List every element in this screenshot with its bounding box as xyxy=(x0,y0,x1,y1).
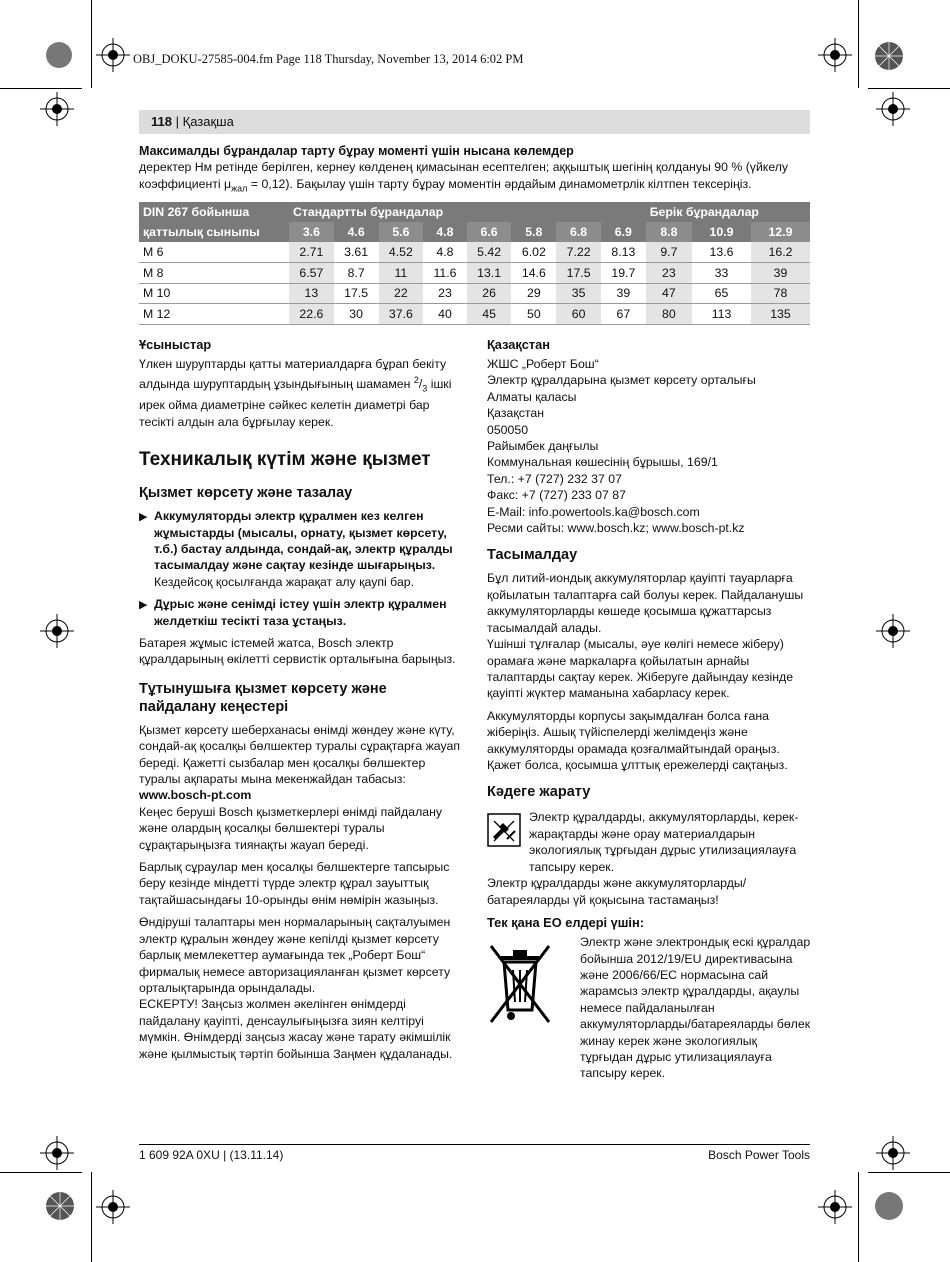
address-block xyxy=(487,356,812,536)
registration-target-icon xyxy=(40,614,74,648)
crop-line xyxy=(858,0,859,88)
size-cell: M 6 xyxy=(139,242,289,263)
address-line: Факс: +7 (727) 233 07 87 xyxy=(487,488,626,503)
service-text-part: Қызмет көрсету шеберханасы өнімді жөндеу және күту, сондай-ақ қосалқы бөлшектер туралы сұрақтарға жауап береді. Қажетті сызбалар мен қосалқы бөлшектер туралы ақпараты мына мекенжайдан табасыз: xyxy=(139,722,461,787)
table-cell: 2.71 xyxy=(289,242,334,263)
torque-description-part: = 0,12). Бақылау үшін тарту бұрау моментін әрдайым динамометрлік кілтпен тексеріңіз. xyxy=(247,176,752,191)
service-order-text: Барлық сұраулар мен қосалқы бөлшектерге тапсырыс беру кезінде міндетті түрде электр құрал зауыттық тақтайшасындағы 10-орынды өнім нөмірін жазыңыз. xyxy=(139,860,450,907)
table-cell: 113 xyxy=(692,304,751,325)
starburst-mark-icon xyxy=(44,1190,76,1222)
torque-description-part: деректер Нм ретінде берілген, кернеу көлденең қимасынан есептелген; аққыштық шегінің қолдануы 90 % (үйкелу коэффициенті μ xyxy=(139,160,789,191)
bullet-keep-vents-clean xyxy=(139,596,464,629)
service-warranty-text xyxy=(139,914,464,1062)
address-line: Райымбек даңғылы xyxy=(487,439,599,454)
table-cell: 8.7 xyxy=(334,263,379,284)
table-row xyxy=(139,263,810,284)
table-cell: 22 xyxy=(379,283,424,304)
registration-target-icon xyxy=(876,92,910,126)
transport-text: Аккумуляторды корпусы зақымдалған болса ғана жіберіңіз. Ашық түйіспелерді желімдеңіз және аккумуляторды орамада қозғалмайтындай ораңыз. Қажет болса, қосымша ұлттық ережелерді сақтаңыз. xyxy=(487,708,788,772)
file-header: OBJ_DOKU-27585-004.fm Page 118 Thursday, November 13, 2014 6:02 PM xyxy=(133,52,524,66)
table-cell: 47 xyxy=(646,283,692,304)
grade-header: 10.9 xyxy=(692,222,751,242)
maintenance-heading: Техникалық күтім және қызмет xyxy=(139,449,431,471)
right-column xyxy=(487,336,812,1088)
table-cell: 30 xyxy=(334,304,379,325)
bullet-text: Кездейсоқ қосылғанда жарақат алу қаупі бар. xyxy=(154,574,415,589)
tips-text-part: Үлкен шуруптарды қатты материалдарға бұрап бекіту алдында шуруптардың ұзындығының шамамен xyxy=(139,357,447,392)
service-text xyxy=(139,722,464,853)
bullet-arrow-icon: ▶ xyxy=(139,511,148,524)
grade-header: 6.8 xyxy=(556,222,601,242)
table-row xyxy=(139,304,810,325)
table-row xyxy=(139,283,810,304)
torque-intro xyxy=(139,143,814,197)
grade-header: 4.6 xyxy=(334,222,379,242)
service-url: www.bosch-pt.com xyxy=(139,788,252,803)
table-cell: 23 xyxy=(423,283,466,304)
table-cell: 23 xyxy=(646,263,692,284)
table-cell: 14.6 xyxy=(511,263,556,284)
crop-line xyxy=(91,1172,92,1262)
disposal-heading: Кәдеге жарату xyxy=(487,784,591,801)
table-row xyxy=(139,242,810,263)
table-cell: 67 xyxy=(601,304,646,325)
table-cell: 60 xyxy=(556,304,601,325)
disposal-row xyxy=(487,809,812,875)
transport-text: Үшінші тұлғалар (мысалы, әуе көлігі немесе жіберу) орамаға және маркаларға қойылатын арнайы талаптарды сақтау керек. Жіберуге дайындау кезінде қауіпті жүктер маманына хабарласу керек. xyxy=(487,637,794,701)
table-cell: 7.22 xyxy=(556,242,601,263)
size-cell: M 12 xyxy=(139,304,289,325)
disposal-household-text: Электр құралдарды және аккумуляторларды/батареяларды үй қоқысына тастамаңыз! xyxy=(487,876,747,907)
battery-failure-text: Батарея жұмыс істемей жатса, Bosch электр құралдарының өкілетті сервистік орталығына барыңыз. xyxy=(139,636,456,667)
header-standard: Стандартты бұрандалар xyxy=(289,202,646,222)
size-cell: M 10 xyxy=(139,283,289,304)
fraction-numerator: 2 xyxy=(413,375,419,386)
header-class-line2: қаттылық сыныпы xyxy=(139,222,289,242)
table-grade-row xyxy=(139,222,810,242)
service-text-part: Кеңес беруші Bosch қызметкерлері өнімді пайдалану және олардың қосалқы бөлшектері туралы сұрақтарыңызға тиянақты жауап береді. xyxy=(139,804,443,852)
table-cell: 8.13 xyxy=(601,242,646,263)
grade-header: 3.6 xyxy=(289,222,334,242)
table-cell: 6.02 xyxy=(511,242,556,263)
left-column xyxy=(139,336,464,1068)
bullet-remove-battery xyxy=(139,508,464,590)
tips-heading: Ұсыныстар xyxy=(139,337,212,352)
registration-target-icon xyxy=(40,92,74,126)
table-cell: 11 xyxy=(379,263,424,284)
crop-line xyxy=(868,1172,950,1173)
service-heading: Тұтынушыға қызмет көрсету және пайдалану кеңестері xyxy=(139,680,387,715)
bullet-text-bold: Аккумуляторды электр құралмен кез келген жұмыстарды (мысалы, орнату, қызмет көрсету, т.б.) бастау алдында, сондай-ақ, электр құралды тасымалдау және сақтау кезінде шығарыңыз. xyxy=(154,509,453,573)
table-cell: 4.52 xyxy=(379,242,424,263)
registration-target-icon xyxy=(876,614,910,648)
table-cell: 50 xyxy=(511,304,556,325)
address-line: Ресми сайты: www.bosch.kz; www.bosch-pt.kz xyxy=(487,521,745,536)
table-cell: 5.42 xyxy=(467,242,512,263)
footer-doc-number: 1 609 92A 0XU | (13.11.14) xyxy=(139,1148,284,1162)
grade-header: 5.8 xyxy=(511,222,556,242)
disposal-text: Электр құралдарды, аккумуляторларды, керек-жарақтарды және орау материалдарын экологиялық тұрғыдан дұрыс утилизациялауға тапсыру керек. xyxy=(529,810,799,874)
grade-header: 5.6 xyxy=(379,222,424,242)
table-cell: 17.5 xyxy=(556,263,601,284)
eu-row xyxy=(487,934,812,1082)
registration-target-icon xyxy=(40,1136,74,1170)
address-line: ЖШС „Роберт Бош“ xyxy=(487,357,599,371)
transport-heading: Тасымалдау xyxy=(487,547,578,564)
address-line: Алматы қаласы xyxy=(487,389,577,404)
table-cell: 78 xyxy=(751,283,810,304)
torque-description xyxy=(139,159,814,196)
torque-table xyxy=(139,202,810,325)
address-line: Коммунальная көшесінің бұрышы, 169/1 xyxy=(487,455,718,470)
table-cell: 39 xyxy=(751,263,810,284)
crop-line xyxy=(0,88,82,89)
bullet-arrow-icon: ▶ xyxy=(139,599,148,612)
table-cell: 17.5 xyxy=(334,283,379,304)
table-cell: 40 xyxy=(423,304,466,325)
table-cell: 6.57 xyxy=(289,263,334,284)
table-cell: 35 xyxy=(556,283,601,304)
table-cell: 3.61 xyxy=(334,242,379,263)
table-cell: 29 xyxy=(511,283,556,304)
crop-line xyxy=(91,0,92,88)
address-line: E-Mail: info.powertools.ka@bosch.com xyxy=(487,504,700,519)
table-cell: 45 xyxy=(467,304,512,325)
table-header-row xyxy=(139,202,810,222)
table-cell: 65 xyxy=(692,283,751,304)
recycle-tool-icon xyxy=(487,813,521,847)
page-header xyxy=(139,110,810,134)
table-body xyxy=(139,242,810,324)
crossed-bin-icon xyxy=(487,938,553,1026)
registration-target-icon xyxy=(876,1136,910,1170)
page-header-separator: | xyxy=(175,114,179,129)
registration-mark-icon xyxy=(44,40,74,70)
table-cell: 22.6 xyxy=(289,304,334,325)
header-class-line1: DIN 267 бойынша xyxy=(139,202,289,222)
crop-line xyxy=(868,88,950,89)
crop-line xyxy=(0,1172,82,1173)
registration-target-icon xyxy=(818,1190,852,1224)
starburst-mark-icon xyxy=(873,40,905,72)
address-line: Электр құралдарына қызмет көрсету орталығы xyxy=(487,373,756,388)
grade-header: 6.6 xyxy=(467,222,512,242)
grade-header: 6.9 xyxy=(601,222,646,242)
address-line: Тел.: +7 (727) 232 37 07 xyxy=(487,471,622,486)
table-cell: 11.6 xyxy=(423,263,466,284)
crop-line xyxy=(858,1172,859,1262)
mu-subscript: жал xyxy=(231,183,248,194)
table-cell: 80 xyxy=(646,304,692,325)
footer-rule xyxy=(139,1144,810,1145)
table-cell: 16.2 xyxy=(751,242,810,263)
header-strong: Берік бұрандалар xyxy=(646,202,810,222)
table-cell: 13 xyxy=(289,283,334,304)
service-warning: ЕСКЕРТУ! Заңсыз жолмен әкелінген өнімдерді пайдалану қауіпті, денсаулығыңызға зиян келтіруі мүмкін. Өнімдерді заңсыз жасау және тарату әкімшілік және қылмыстық тәртіп бойынша Заңмен құдаланады. xyxy=(139,997,453,1061)
registration-target-icon xyxy=(818,38,852,72)
service-text-part: Өндіруші талаптары мен нормаларының сақталуымен электр құралын жөндеу және кепілді қызмет көрсету барлық мемлекеттер аумағында тек „Роберт Бош“ фирмалық немесе авторизацияланған қызмет көрсету орталықтарында орындалады. xyxy=(139,915,451,995)
table-cell: 26 xyxy=(467,283,512,304)
table-cell: 13.1 xyxy=(467,263,512,284)
eu-text: Электр және электрондық ескі құралдар бойынша 2012/19/EU директивасына және 2006/66/EC нормасына сай жарамсыз электр құралдарды, ақаулы немесе пайдаланылған аккумуляторларды/батареяларды бөлек жинау керек және экологиялық тұрғыдан дұрыс утилизациялауға тапсыру керек. xyxy=(580,935,811,1081)
grade-header: 8.8 xyxy=(646,222,692,242)
kazakhstan-heading: Қазақстан xyxy=(487,337,551,352)
size-cell: M 8 xyxy=(139,263,289,284)
registration-mark-icon xyxy=(873,1190,905,1222)
table-cell: 9.7 xyxy=(646,242,692,263)
torque-heading: Максималды бұрандалар тарту бұрау моменті үшін нысана көлемдер xyxy=(139,144,574,158)
table-cell: 19.7 xyxy=(601,263,646,284)
address-line: Қазақстан xyxy=(487,406,544,421)
transport-text: Бұл литий-иондық аккумуляторлар қауіпті тауарларға қойылатын талаптарға сай болуы керек. Пайдаланушы аккумуляторларды көшеде қосымша құжаттарсыз тасымалдай алады. xyxy=(487,571,804,635)
table-cell: 135 xyxy=(751,304,810,325)
eu-heading: Тек қана ЕО елдері үшін: xyxy=(487,915,644,931)
table-cell: 37.6 xyxy=(379,304,424,325)
table-cell: 39 xyxy=(601,283,646,304)
page-number: 118 xyxy=(151,114,172,129)
table-cell: 33 xyxy=(692,263,751,284)
registration-target-icon xyxy=(96,38,130,72)
grade-header: 4.8 xyxy=(423,222,466,242)
page-language: Қазақша xyxy=(182,114,234,129)
tips-text-part: ішкі ирек ойма диаметріне сәйкес келетін диаметрі бар тесікті алдын ала бұрғылау керек. xyxy=(139,377,452,429)
cleaning-heading: Қызмет көрсету және тазалау xyxy=(139,485,353,502)
table-cell: 4.8 xyxy=(423,242,466,263)
tips-text: Үлкен шуруптарды қатты материалдарға бұрап бекіту алдында шуруптардың ұзындығының шамамен $^2/_3$ ішкі ирек ойма диаметріне сәйкес келетін диаметрі бар тесікті алдын ала бұрғылау керек. xyxy=(139,357,452,429)
table-cell: 13.6 xyxy=(692,242,751,263)
registration-target-icon xyxy=(96,1190,130,1224)
bullet-text-bold: Дұрыс және сенімді істеу үшін электр құралмен желдеткіш тесікті таза ұстаңыз. xyxy=(154,597,447,628)
address-line: 050050 xyxy=(487,422,529,437)
grade-header: 12.9 xyxy=(751,222,810,242)
footer-brand: Bosch Power Tools xyxy=(708,1148,810,1162)
fraction-denominator: 3 xyxy=(422,383,428,394)
